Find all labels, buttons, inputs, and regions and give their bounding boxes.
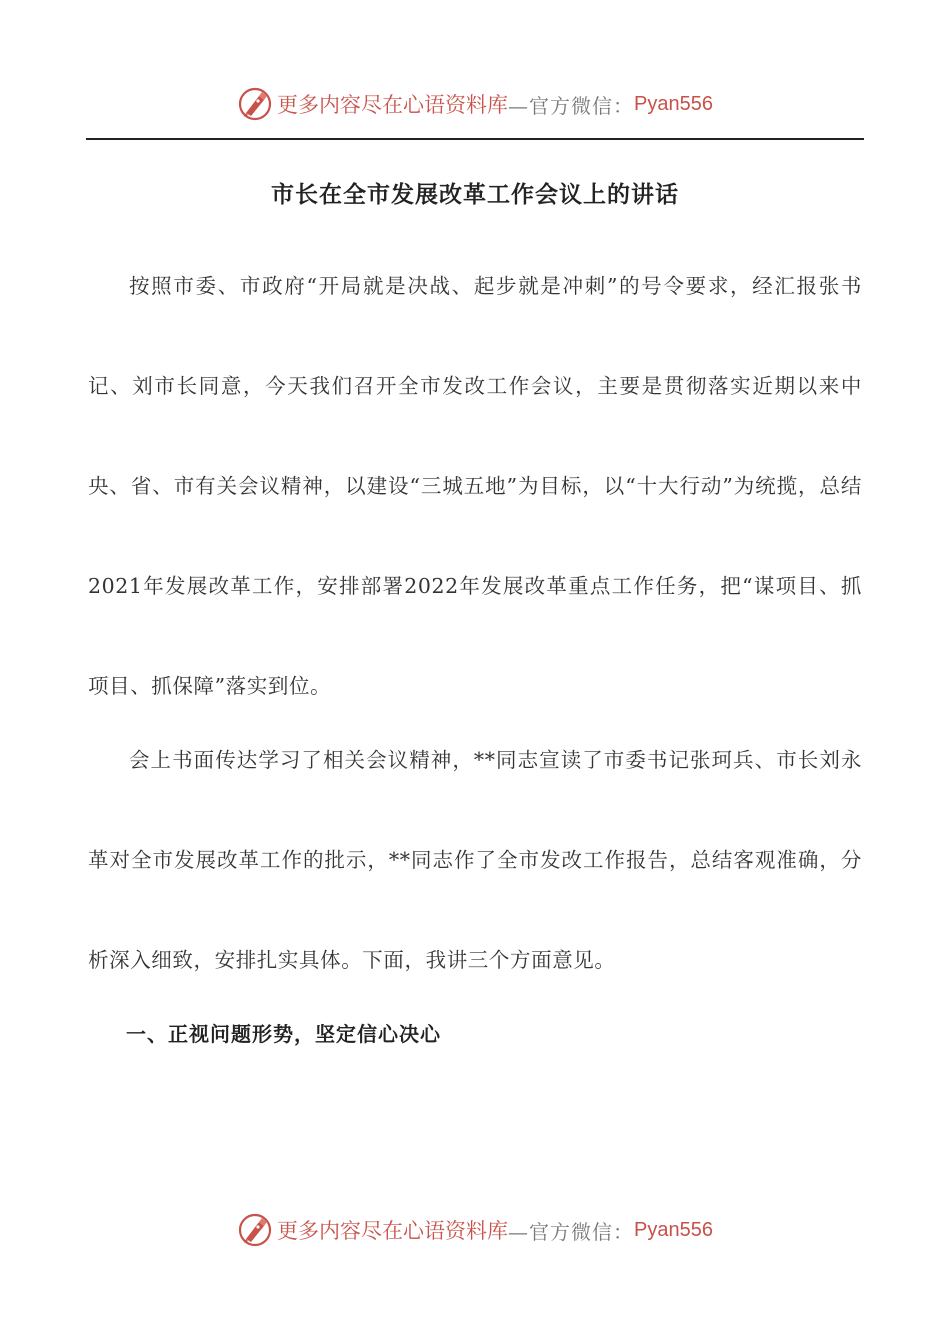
paragraph-2: 会上书面传达学习了相关会议精神，**同志宣读了市委书记张珂兵、市长刘永革对全市发展改革工作的批示，**同志作了全市发改工作报告，总结客观准确，分析深入细致，安排扎实具体。下面，我讲三个方面意见。 — [88, 748, 862, 972]
banner-wechat-label: —官方微信： — [508, 1219, 635, 1244]
pen-nib-logo-icon — [237, 86, 273, 122]
section-heading: 一、正视问题形势，坚定信心决心 — [126, 1022, 441, 1046]
paragraph-1: 按照市委、市政府“开局就是决战、起步就是冲刺”的号令要求，经汇报张书记、刘市长同意，今天我们召开全市发改工作会议，主要是贯彻落实近期以来中央、省、市有关会议精神，以建设“三城五地”为目标，以“十大行动”为统揽，总结2021年发展改革工作，安排部署2022年发展改革重点工作任务，把“谋项目、抓项目、抓保障”落实到位。 — [88, 274, 862, 698]
banner-brand-text: 更多内容尽在心语资料库 — [277, 1219, 509, 1243]
banner-wechat-id: Pyan556 — [634, 92, 713, 115]
pen-nib-logo-icon — [237, 1212, 273, 1248]
header-divider — [86, 138, 864, 140]
banner-wechat-label: —官方微信： — [508, 93, 635, 118]
banner-brand-text: 更多内容尽在心语资料库 — [277, 93, 509, 117]
footer-banner — [0, 1210, 950, 1250]
document-title: 市长在全市发展改革工作会议上的讲话 — [271, 182, 679, 208]
header-banner — [0, 84, 950, 124]
banner-wechat-id: Pyan556 — [634, 1218, 713, 1241]
